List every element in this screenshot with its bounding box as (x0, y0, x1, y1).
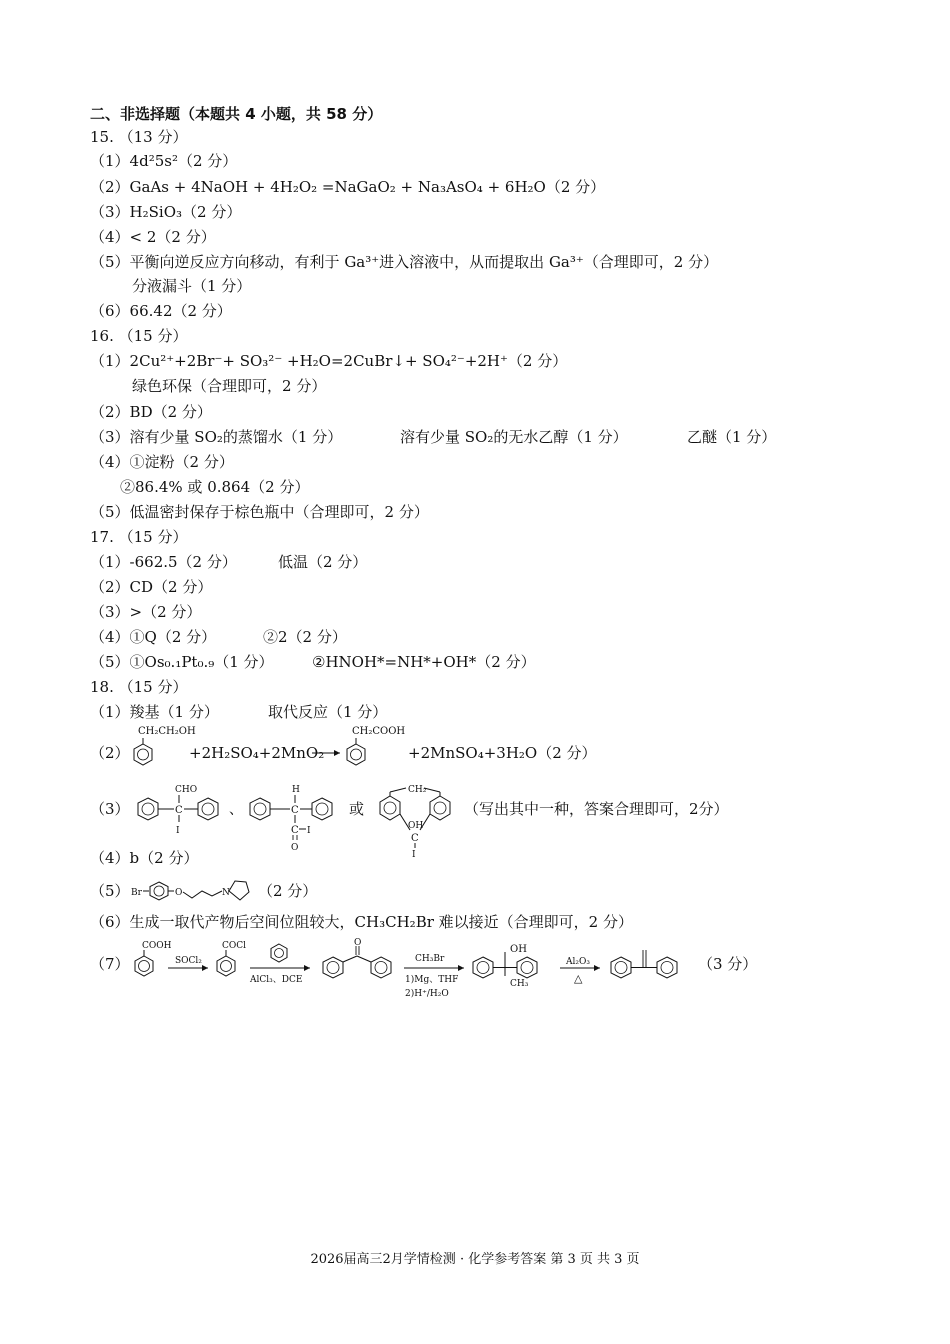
benzene-ring-icon (517, 957, 537, 978)
q18-7-reagent-al2o3: Al₂O₃ (566, 957, 590, 967)
q18-answer-6: （6）生成一取代产物后空间位阻较大，CH₃CH₂Br 难以接近（合理即可，2 分） (90, 913, 633, 931)
q18-3-iodine-label: I (176, 826, 180, 836)
q18-2-reagents: +2H₂SO₄+2MnO₂ (189, 744, 325, 762)
q18-3-carbon-label-2: C (291, 805, 299, 816)
q18-7-reagent-alcl3: AlCl₃、DCE (250, 975, 303, 985)
q18-7-hydroxyl-label: OH (510, 944, 527, 955)
q18-3-carbon-label-4: C (411, 833, 419, 844)
q17-answer-5b: ②HNOH*=NH*+OH*（2 分） (312, 653, 536, 671)
benzene-ring-icon (138, 798, 158, 820)
q15-answer-3: （3）H₂SiO₃（2 分） (90, 203, 242, 221)
q18-3-separator: 、 (229, 802, 243, 818)
q17-answer-4b: ②2（2 分） (263, 628, 347, 646)
q18-5-bromine-label: Br (131, 888, 142, 898)
q18-7-label: （7） (90, 955, 130, 973)
q18-3-iodine-label-3: I (412, 850, 416, 858)
benzene-ring-icon (271, 944, 287, 962)
q17-answer-1a: （1）-662.5（2 分） (90, 553, 237, 571)
q18-2-products: +2MnSO₄+3H₂O（2 分） (408, 744, 597, 762)
q18-5-points: （2 分） (258, 882, 318, 900)
q16-answer-1b: 绿色环保（合理即可，2 分） (132, 377, 327, 395)
benzene-ring-icon (347, 744, 365, 765)
q18-7-carboxyl-label: COOH (142, 941, 172, 951)
benzene-ring-icon (250, 798, 270, 820)
q17-answer-5a: （5）①Os₀.₁Pt₀.₉（1 分） (90, 653, 274, 671)
q18-3-note: （写出其中一种，答案合理即可，2分） (464, 800, 729, 818)
q18-3-carbon-label-3: C (291, 825, 299, 836)
benzene-ring-icon (323, 957, 343, 978)
benzene-ring-icon (611, 957, 631, 978)
q18-2-substituent-1: CH₂CH₂OH (138, 726, 196, 737)
q16-answer-3c: 乙醚（1 分） (687, 428, 777, 446)
q18-7-reagent-socl2: SOCl₂ (175, 956, 202, 966)
q18-2-label: （2） (90, 744, 130, 762)
q18-7-points: （3 分） (698, 955, 758, 973)
q18-7-acyl-chloride-label: COCl (222, 941, 247, 951)
q17-answer-2: （2）CD（2 分） (90, 578, 213, 596)
q18-answer-1a: （1）羧基（1 分） (90, 703, 219, 721)
q16-answer-5: （5）低温密封保存于棕色瓶中（合理即可，2 分） (90, 503, 429, 521)
q18-header: 18. （15 分） (90, 678, 188, 696)
q18-5-label: （5） (90, 882, 130, 900)
q18-7-methyl-label: CH₃ (510, 979, 529, 989)
benzene-ring-icon (430, 796, 450, 820)
q18-structures-3 (0, 778, 950, 858)
q17-header: 17. （15 分） (90, 528, 188, 546)
benzene-ring-icon (473, 957, 493, 978)
q16-answer-1: （1）2Cu²⁺+2Br⁻+ SO₃²⁻ +H₂O=2CuBr↓+ SO₄²⁻+2H⁺（2 分） (90, 352, 568, 370)
q18-3-or: 或 (349, 800, 365, 818)
benzene-ring-icon (198, 798, 218, 820)
q18-3-aldehyde-label: CHO (175, 785, 198, 795)
q15-header: 15. （13 分） (90, 128, 188, 146)
q15-answer-2: （2）GaAs + 4NaOH + 4H₂O₂ =NaGaO₂ + Na₃AsO₄ + 6H₂O（2 分） (90, 178, 606, 196)
q18-7-ketone-oxygen-label: O (354, 938, 362, 948)
q18-7-reagent-acid: 2)H⁺/H₂O (405, 989, 449, 999)
q18-3-hydrogen-label: H (292, 785, 300, 795)
q18-5-oxygen-label: O (175, 888, 183, 898)
pyrrolidine-ring-icon (229, 881, 249, 900)
benzene-ring-icon (380, 796, 400, 820)
q18-synthesis-7 (0, 938, 950, 1006)
benzene-ring-icon (312, 798, 332, 820)
q16-header: 16. （15 分） (90, 327, 188, 345)
benzene-ring-icon (135, 956, 153, 976)
q18-7-reagent-mg: 1)Mg、THF (405, 975, 459, 985)
q18-3-carbon-label: C (175, 805, 183, 816)
q18-answer-4: （4）b（2 分） (90, 849, 199, 867)
benzene-ring-icon (134, 744, 152, 765)
q17-answer-3: （3）>（2 分） (90, 603, 202, 621)
benzene-ring-icon (150, 882, 168, 900)
page-footer: 2026届高三2月学情检测 · 化学参考答案 第 3 页 共 3 页 (310, 1252, 640, 1267)
q18-reaction-2 (0, 722, 950, 778)
q15-answer-6: （6）66.42（2 分） (90, 302, 232, 320)
q15-answer-1: （1）4d²5s²（2 分） (90, 152, 238, 170)
q16-answer-4: （4）①淀粉（2 分） (90, 453, 234, 471)
q15-answer-5b: 分液漏斗（1 分） (132, 277, 252, 295)
q18-structure-5 (0, 872, 950, 908)
benzene-ring-icon (371, 957, 391, 978)
q18-3-hydroxyl-label: OH (408, 821, 424, 831)
q18-5-nitrogen-label: N (222, 888, 230, 898)
q18-3-iodine-label-2: I (307, 826, 311, 836)
q16-answer-2: （2）BD（2 分） (90, 403, 212, 421)
q18-2-substituent-2: CH₂COOH (352, 726, 406, 737)
q18-7-reagent-ch3br: CH₃Br (415, 954, 445, 964)
q18-3-label: （3） (90, 800, 130, 818)
q18-answer-1b: 取代反应（1 分） (268, 703, 388, 721)
q15-answer-4: （4）< 2（2 分） (90, 228, 216, 246)
q16-answer-3a: （3）溶有少量 SO₂的蒸馏水（1 分） (90, 428, 343, 446)
q17-answer-1b: 低温（2 分） (278, 553, 368, 571)
q16-answer-4b: ②86.4% 或 0.864（2 分） (120, 478, 310, 496)
benzene-ring-icon (217, 956, 235, 976)
q18-3-oxygen-label: O (291, 843, 299, 853)
q16-answer-3b: 溶有少量 SO₂的无水乙醇（1 分） (400, 428, 628, 446)
section-title: 二、非选择题（本题共 4 小题，共 58 分） (90, 105, 383, 123)
q18-3-methylene-label: CH₂ (408, 785, 427, 795)
q15-answer-5: （5）平衡向逆反应方向移动，有利于 Ga³⁺进入溶液中，从而提取出 Ga³⁺（合理即可，2 分） (90, 253, 719, 271)
benzene-ring-icon (657, 957, 677, 978)
q18-7-heat-symbol: △ (574, 972, 583, 985)
q17-answer-4a: （4）①Q（2 分） (90, 628, 217, 646)
